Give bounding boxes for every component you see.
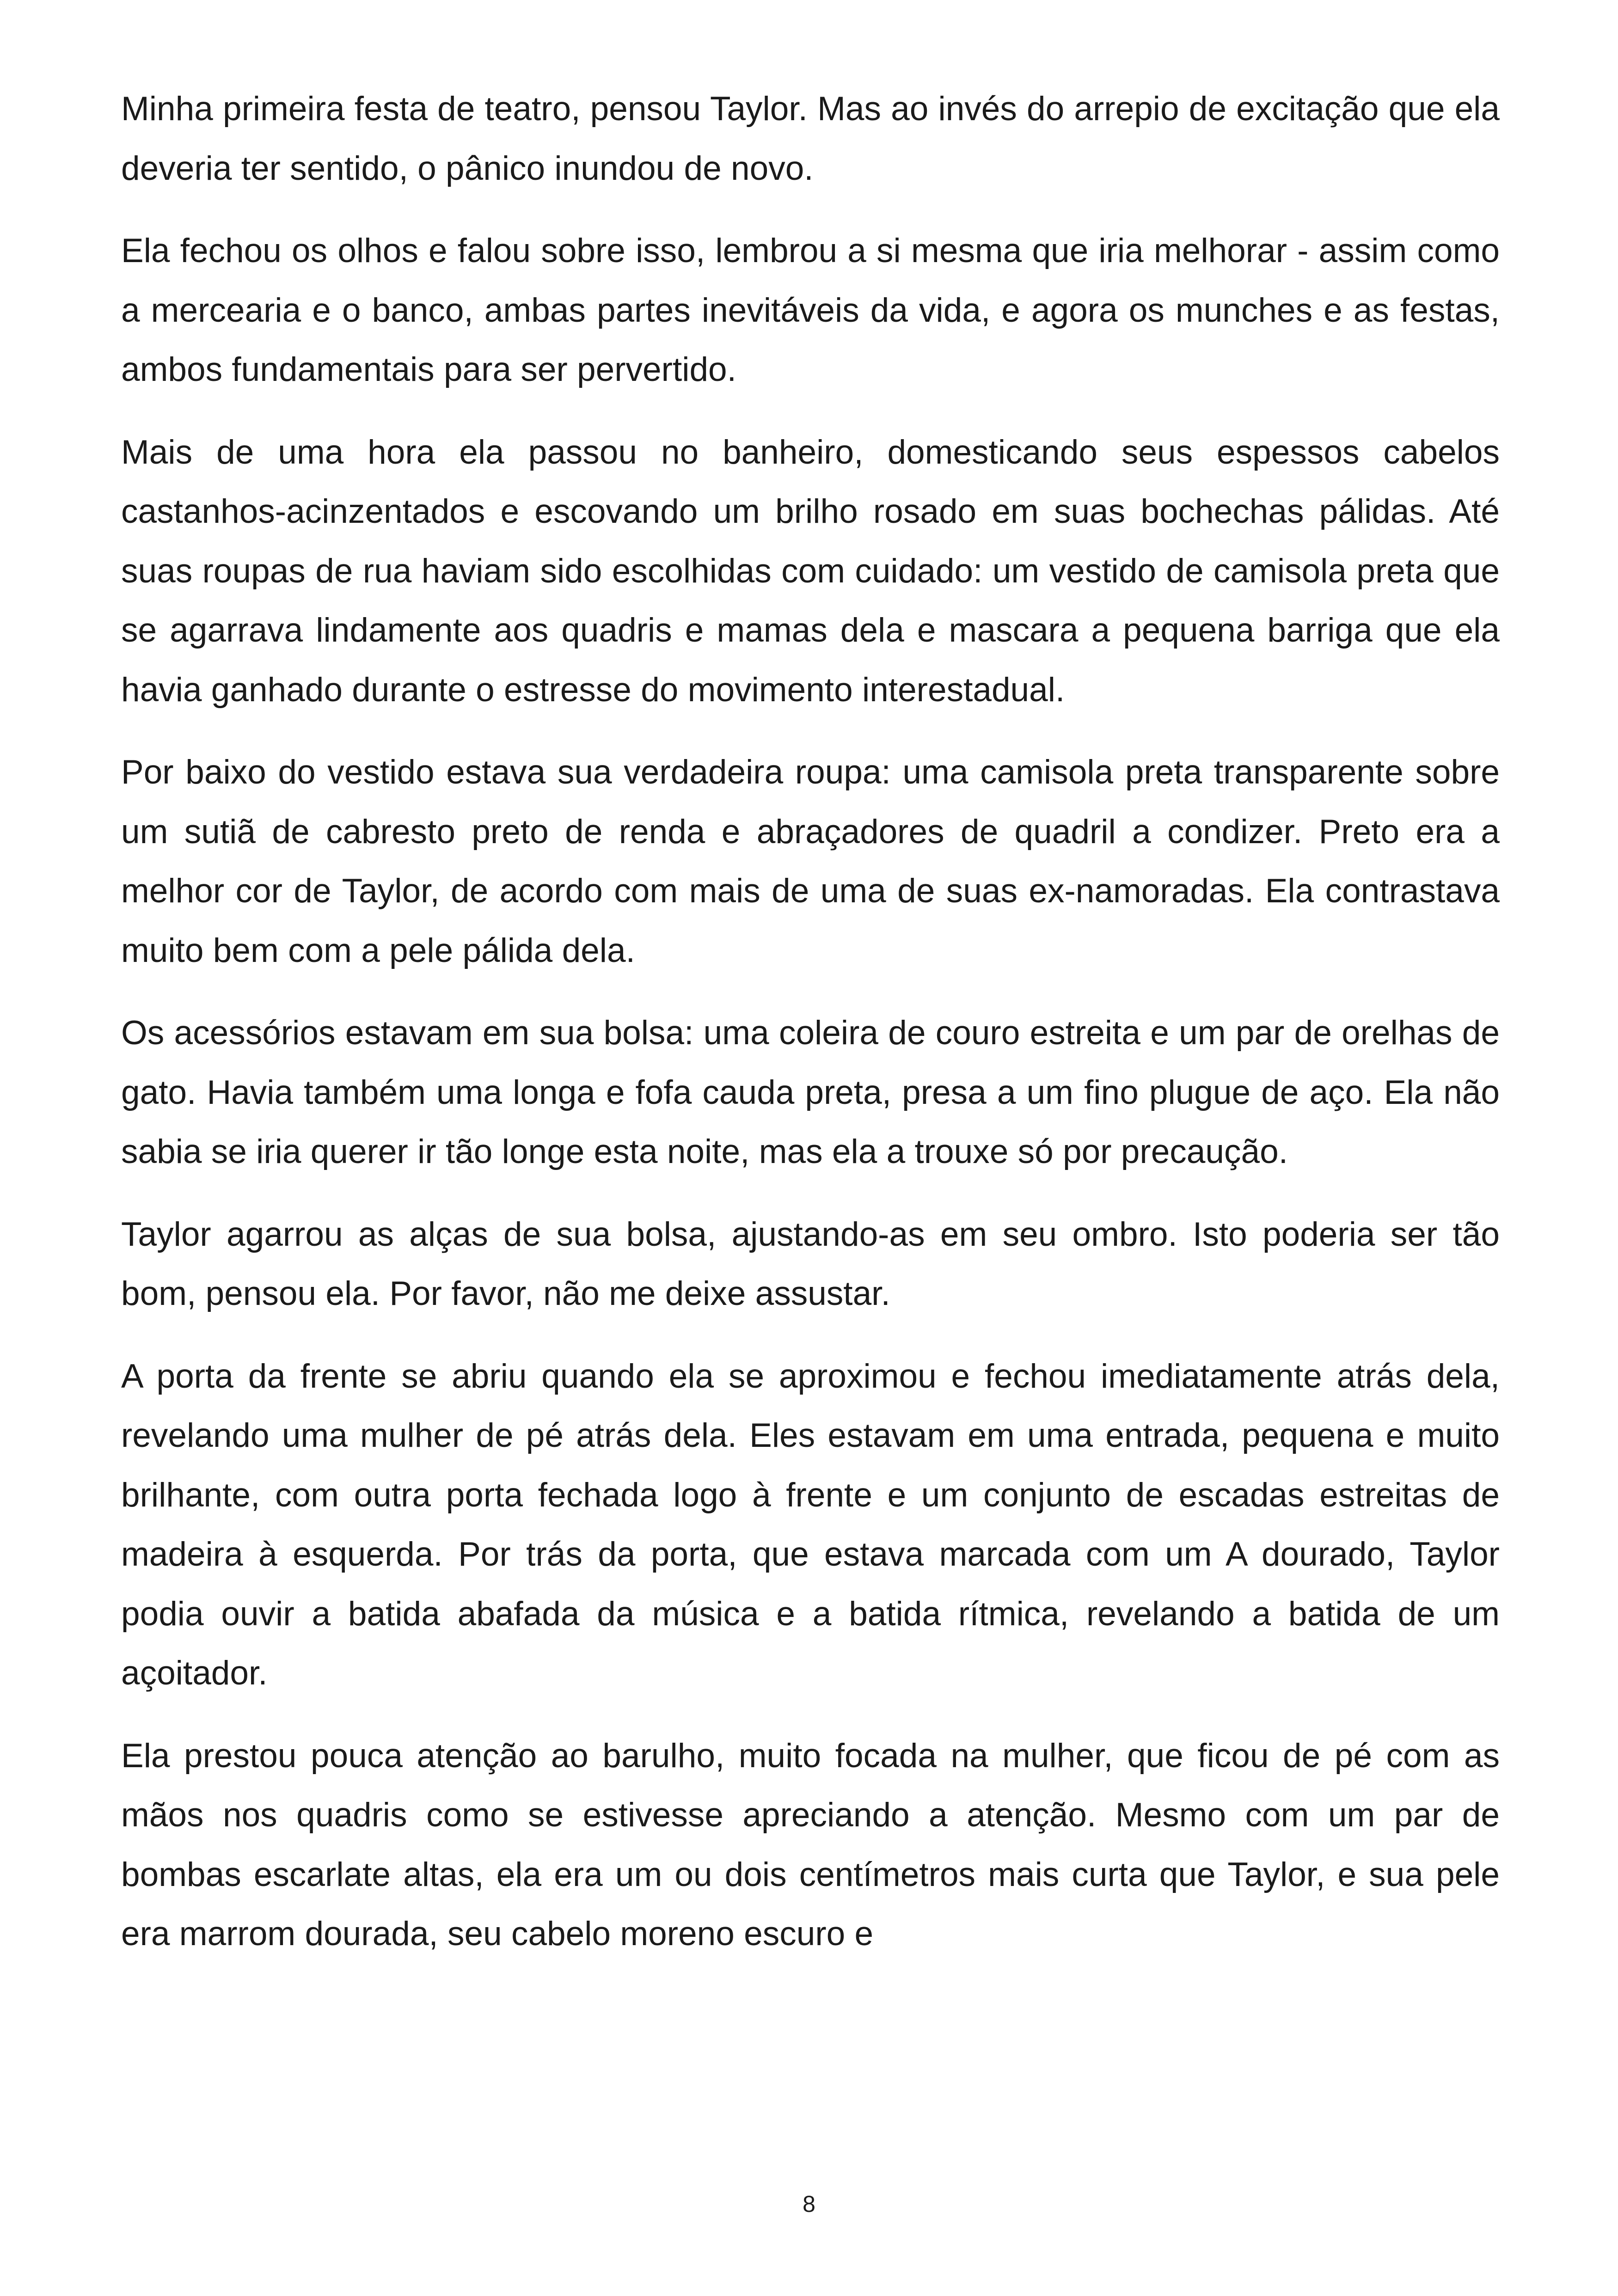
paragraph: Taylor agarrou as alças de sua bolsa, ajustando-as em seu ombro. Isto poderia ser tão bom, pensou ela. Por favor, não me deixe assustar. [121, 1215, 1500, 1312]
paragraph: Ela fechou os olhos e falou sobre isso, lembrou a si mesma que iria melhorar - assim como a mercearia e o banco, ambas partes inevitáveis da vida, e agora os munches e as festas, ambos fundamentais para ser pervertido. [121, 232, 1500, 388]
body-text [121, 80, 1500, 1987]
paragraph: Por baixo do vestido estava sua verdadeira roupa: uma camisola preta transparente sobre um sutiã de cabresto preto de renda e abraçadores de quadril a condizer. Preto era a melhor cor de Taylor, de acordo com mais de uma de suas ex-namoradas. Ela contrastava muito bem com a pele pálida dela. [121, 753, 1500, 969]
paragraph: Os acessórios estavam em sua bolsa: uma coleira de couro estreita e um par de orelhas de gato. Havia também uma longa e fofa cauda preta, presa a um fino plugue de aço. Ela não sabia se iria querer ir tão longe esta noite, mas ela a trouxe só por precaução. [121, 1014, 1500, 1170]
paragraph: Ela prestou pouca atenção ao barulho, muito focada na mulher, que ficou de pé com as mãos nos quadris como se estivesse apreciando a atenção. Mesmo com um par de bombas escarlate altas, ela era um ou dois centímetros mais curta que Taylor, e sua pele era marrom dourada, seu cabelo moreno escuro e [121, 1737, 1500, 1953]
paragraph: A porta da frente se abriu quando ela se aproximou e fechou imediatamente atrás dela, revelando uma mulher de pé atrás dela. Eles estavam em uma entrada, pequena e muito brilhante, com outra porta fechada logo à frente e um conjunto de escadas estreitas de madeira à esquerda. Por trás da porta, que estava marcada com um A dourado, Taylor podia ouvir a batida abafada da música e a batida rítmica, revelando a batida de um açoitador. [121, 1357, 1500, 1692]
paragraph: Mais de uma hora ela passou no banheiro, domesticando seus espessos cabelos castanhos-acinzentados e escovando um brilho rosado em suas bochechas pálidas. Até suas roupas de rua haviam sido escolhidas com cuidado: um vestido de camisola preta que se agarrava lindamente aos quadris e mamas dela e mascara a pequena barriga que ela havia ganhado durante o estresse do movimento interestadual. [121, 433, 1500, 709]
page-number: 8 [803, 2191, 815, 2217]
paragraph: Minha primeira festa de teatro, pensou Taylor. Mas ao invés do arrepio de excitação que ela deveria ter sentido, o pânico inundou de novo. [121, 90, 1500, 187]
